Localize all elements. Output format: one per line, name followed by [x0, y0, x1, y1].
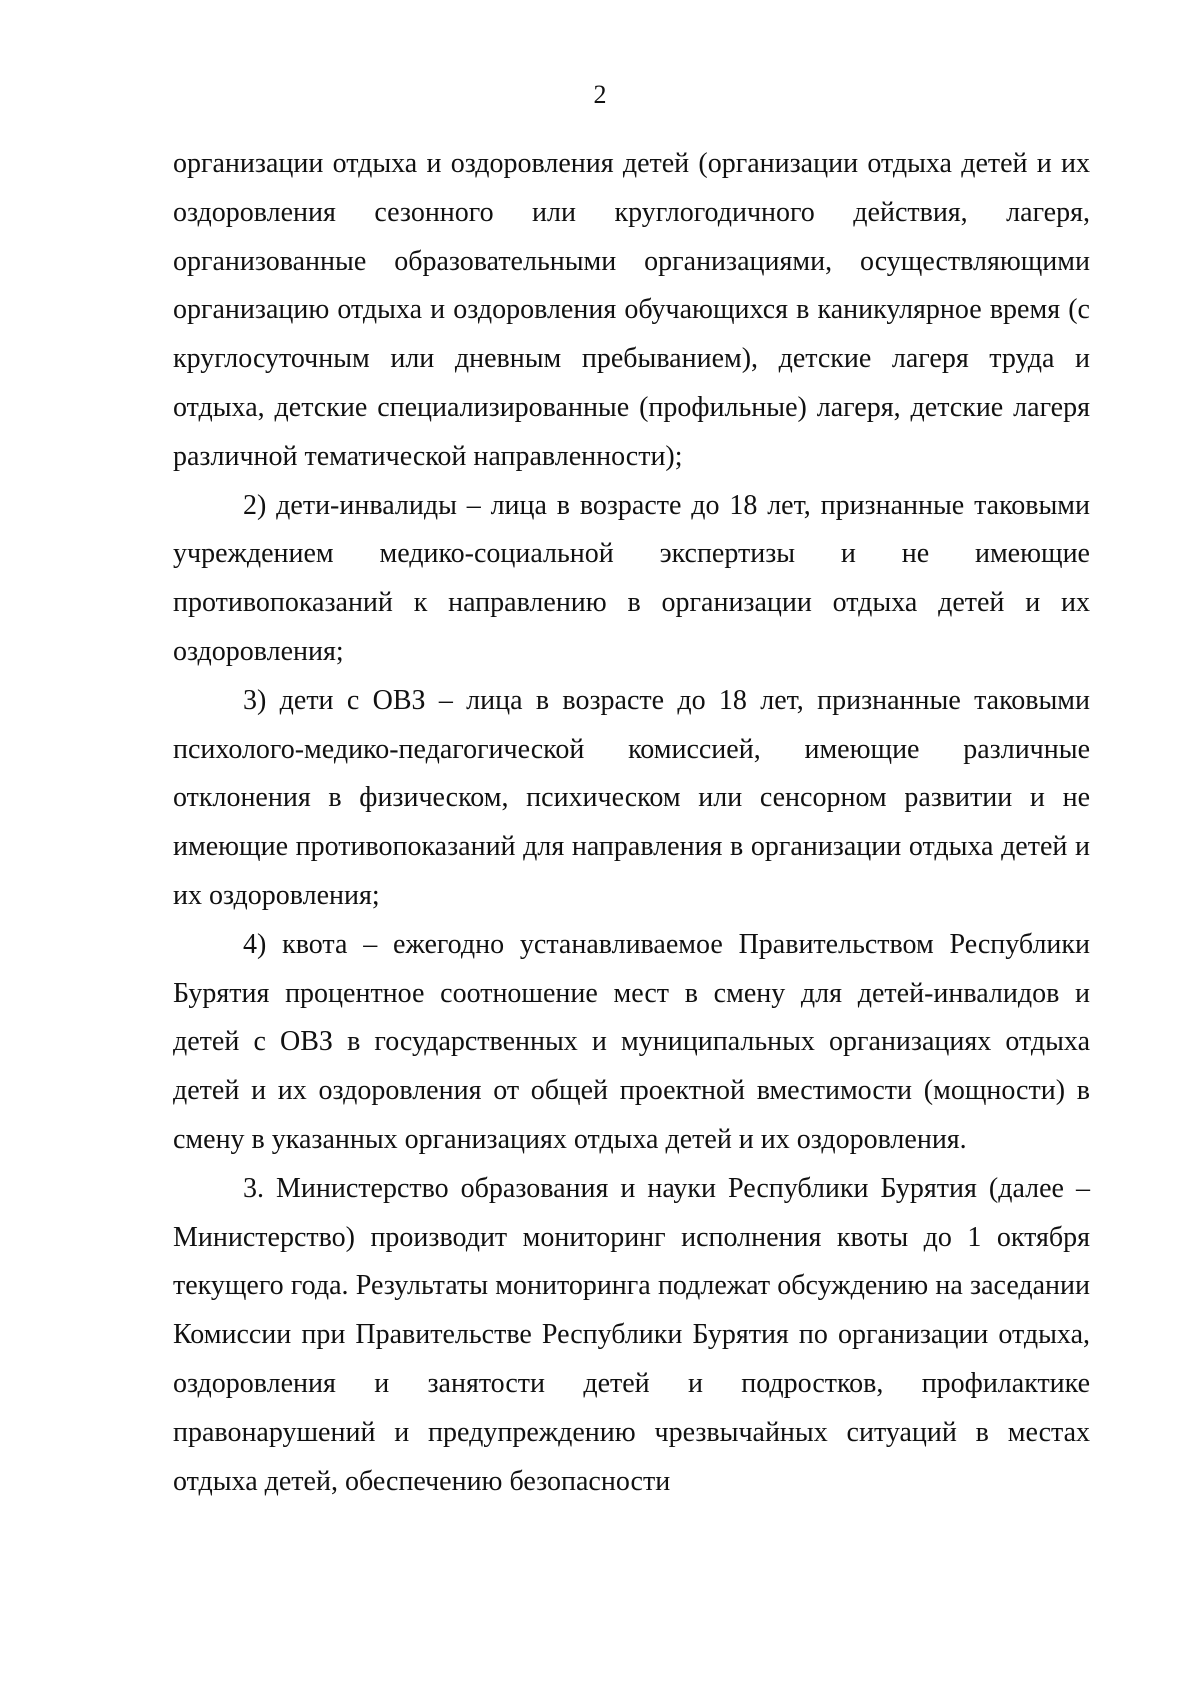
document-body — [173, 140, 1090, 1506]
paragraph-section-3: 3. Министерство образования и науки Республики Бурятия (далее – Министерство) производит мониторинг исполнения квоты до 1 октября текущего года. Результаты мониторинга подлежат обсуждению на заседании Комиссии при Правительстве Республики Бурятия по организации отдыха, оздоровления и занятости детей и подростков, профилактике правонарушений и предупреждению чрезвычайных ситуаций в местах отдыха детей, обеспечению безопасности — [173, 1172, 1090, 1497]
paragraph-item-2: 2) дети-инвалиды – лица в возрасте до 18 лет, признанные таковыми учреждением медико-социальной экспертизы и не имеющие противопоказаний к направлению в организации отдыха детей и их оздоровления; — [173, 489, 1090, 667]
paragraph-item-4: 4) квота – ежегодно устанавливаемое Правительством Республики Бурятия процентное соотношение мест в смену для детей-инвалидов и детей с ОВЗ в государственных и муниципальных организациях отдыха детей и их оздоровления от общей проектной вместимости (мощности) в смену в указанных организациях отдыха детей и их оздоровления. — [173, 928, 1090, 1155]
paragraph-continuation: организации отдыха и оздоровления детей (организации отдыха детей и их оздоровления сезонного или круглогодичного действия, лагеря, организованные образовательными организациями, осуществляющими организацию отдыха и оздоровления обучающихся в каникулярное время (с круглосуточным или дневным пребыванием), детские лагеря труда и отдыха, детские специализированные (профильные) лагеря, детские лагеря различной тематической направленности); — [173, 148, 1090, 472]
paragraph-item-3: 3) дети с ОВЗ – лица в возрасте до 18 лет, признанные таковыми психолого-медико-педагогической комиссией, имеющие различные отклонения в физическом, психическом или сенсорном развитии и не имеющие противопоказаний для направления в организации отдыха детей и их оздоровления; — [173, 684, 1090, 911]
page-number: 2 — [593, 80, 607, 109]
